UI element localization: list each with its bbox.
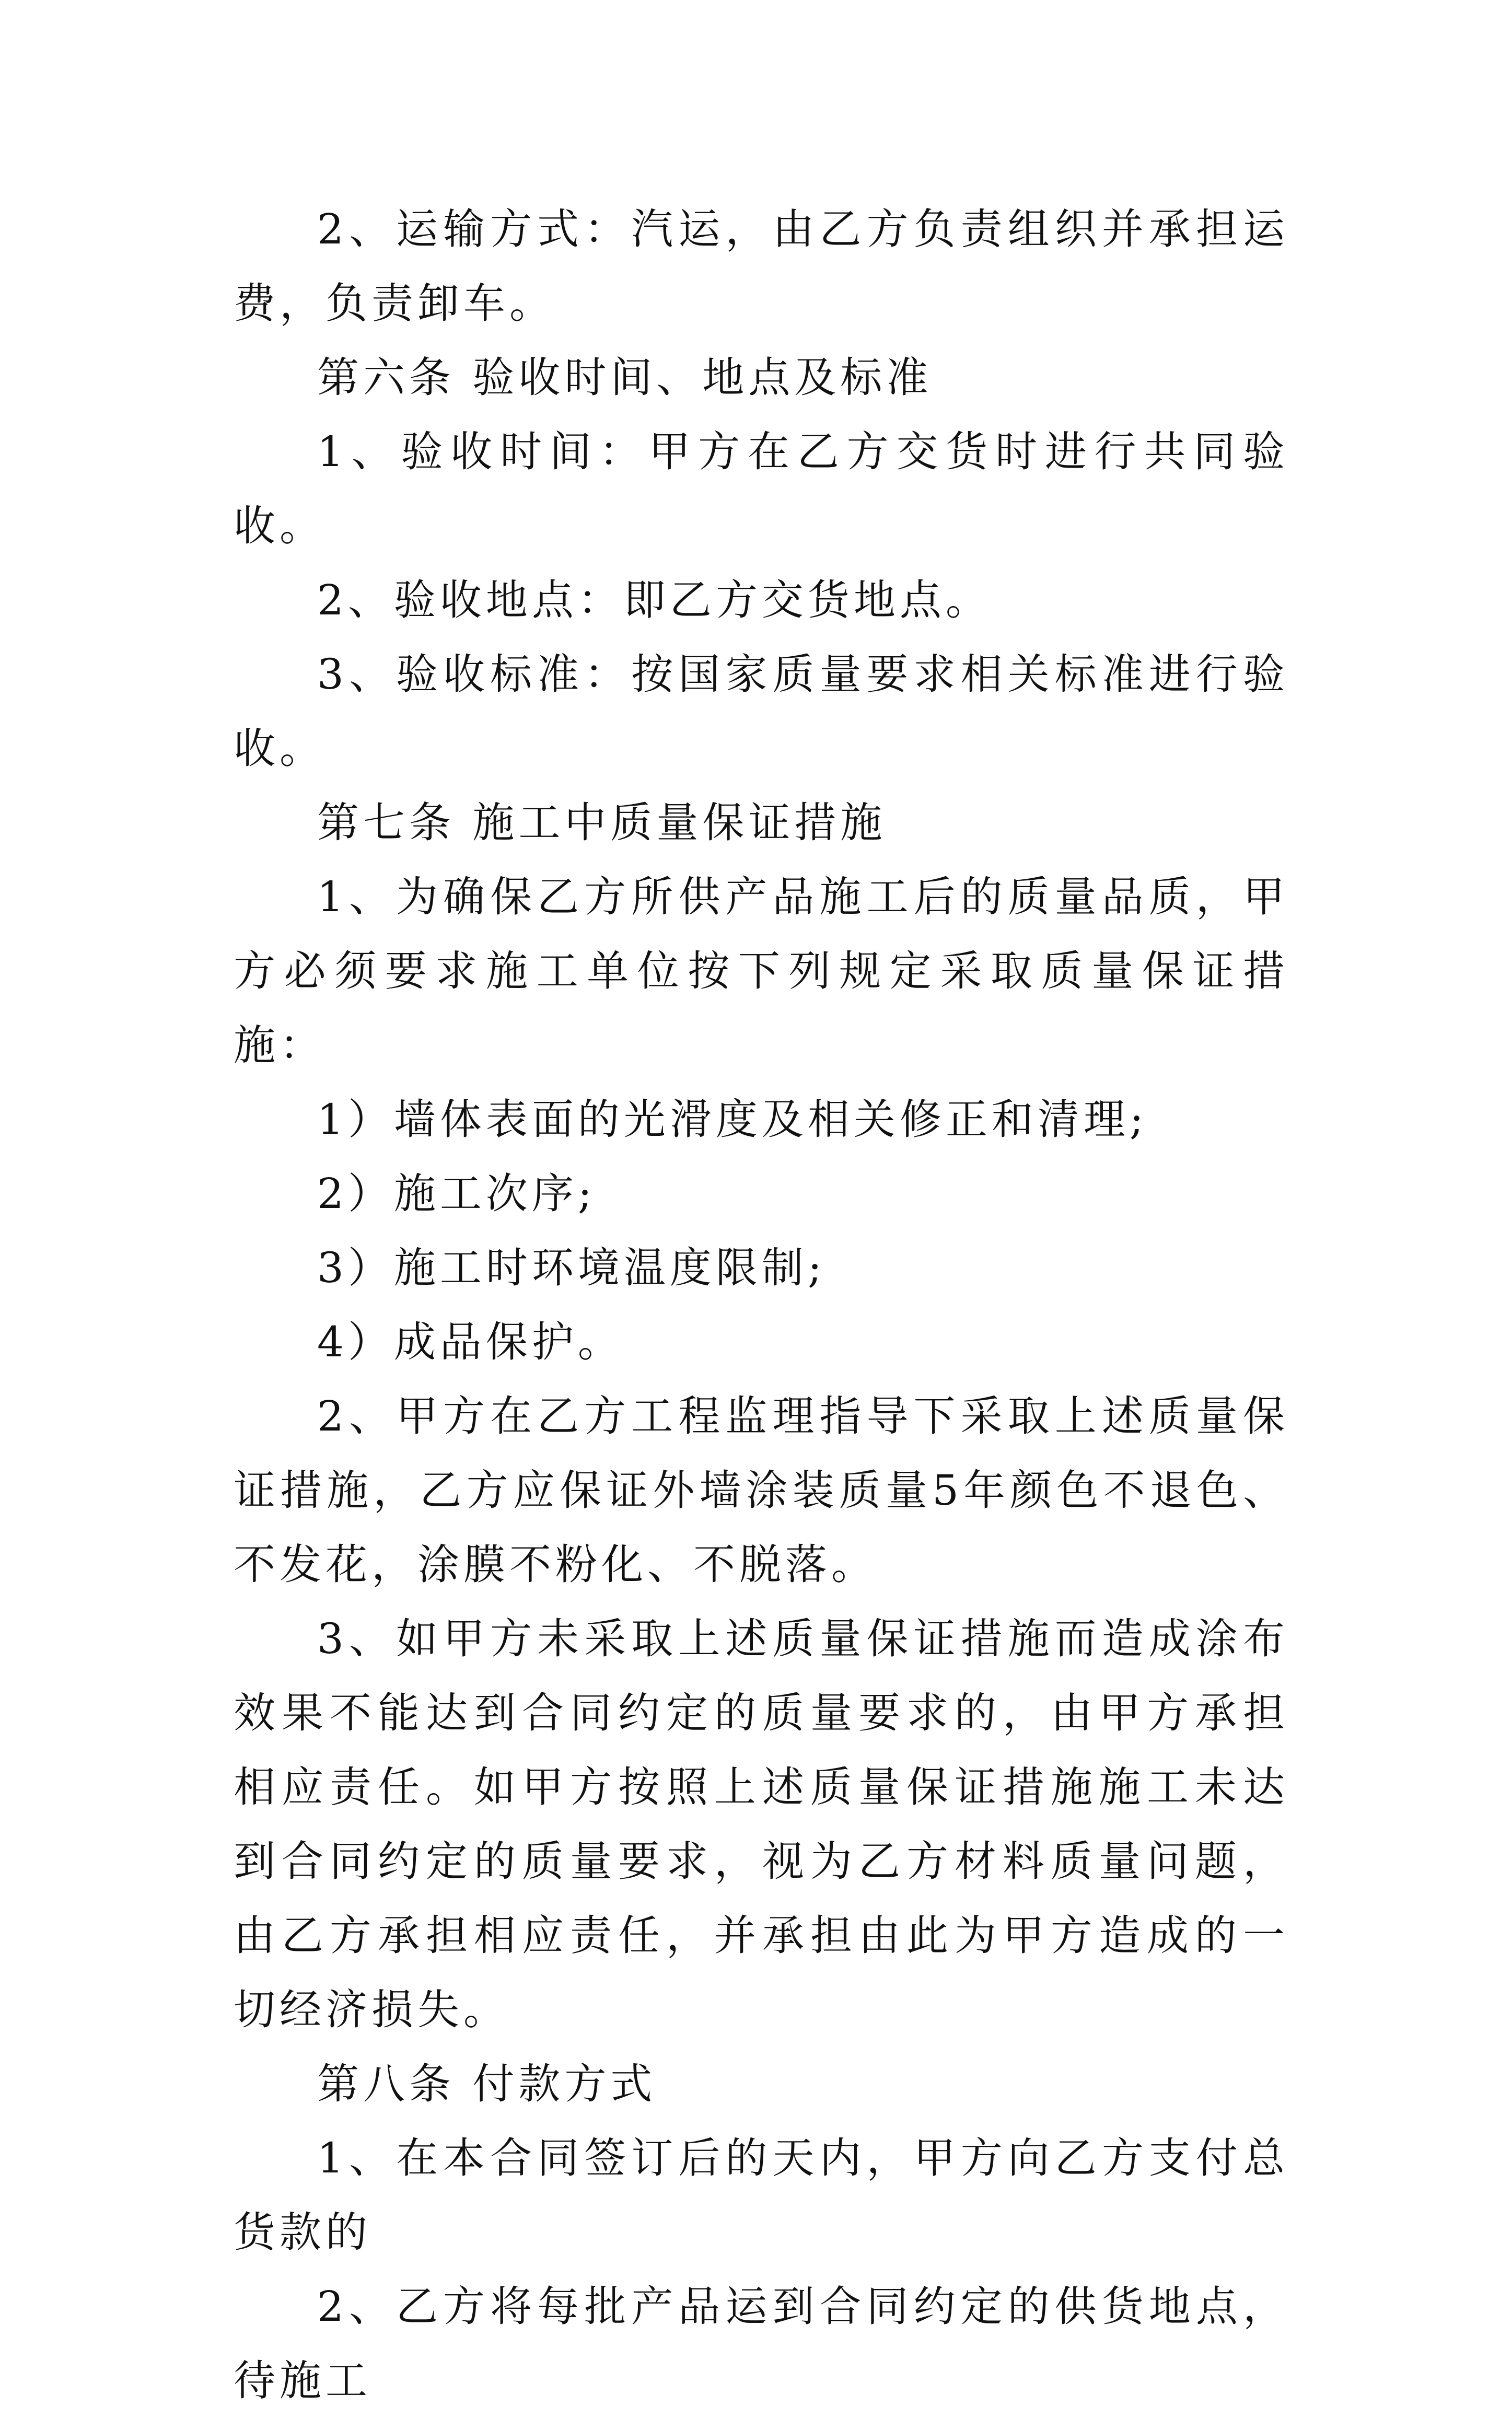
paragraph-payment-2: 2、乙方将每批产品运到合同约定的供货地点，待施工 xyxy=(234,2282,1289,2405)
heading-article-8: 第八条 付款方式 xyxy=(317,2060,657,2108)
heading-article-7: 第七条 施工中质量保证措施 xyxy=(317,798,887,847)
list-item-product-protection: 4）成品保护。 xyxy=(317,1318,624,1366)
list-item-construction-order: 2）施工次序; xyxy=(317,1169,596,1218)
paragraph-transport-method: 2、运输方式：汽运，由乙方负责组织并承担运费，负责卸车。 xyxy=(234,205,1289,328)
list-item-wall-surface: 1）墙体表面的光滑度及相关修正和清理; xyxy=(317,1095,1148,1144)
list-item-temperature-limit: 3）施工时环境温度限制; xyxy=(317,1243,826,1292)
heading-article-6: 第六条 验收时间、地点及标准 xyxy=(317,353,933,402)
paragraph-inspection-time: 1、验收时间：甲方在乙方交货时进行共同验收。 xyxy=(234,427,1289,550)
paragraph-payment-1: 1、在本合同签订后的天内，甲方向乙方支付总货款的 xyxy=(234,2134,1289,2257)
paragraph-quality-guarantee: 2、甲方在乙方工程监理指导下采取上述质量保证措施，乙方应保证外墙涂装质量5年颜色不退色、不发花，涂膜不粉化、不脱落。 xyxy=(234,1392,1289,1589)
paragraph-inspection-location: 2、验收地点：即乙方交货地点。 xyxy=(317,576,992,624)
paragraph-inspection-standard: 3、验收标准：按国家质量要求相关标准进行验收。 xyxy=(234,650,1289,773)
document-body xyxy=(234,192,1289,2418)
paragraph-quality-measures-intro: 1、为确保乙方所供产品施工后的质量品质，甲方必须要求施工单位按下列规定采取质量保证措施： xyxy=(234,873,1289,1070)
paragraph-liability: 3、如甲方未采取上述质量保证措施而造成涂布效果不能达到合同约定的质量要求的，由甲方承担相应责任。如甲方按照上述质量保证措施施工未达到合同约定的质量要求，视为乙方材料质量问题，由乙方承担相应责任，并承担由此为甲方造成的一切经济损失。 xyxy=(234,1614,1289,2034)
